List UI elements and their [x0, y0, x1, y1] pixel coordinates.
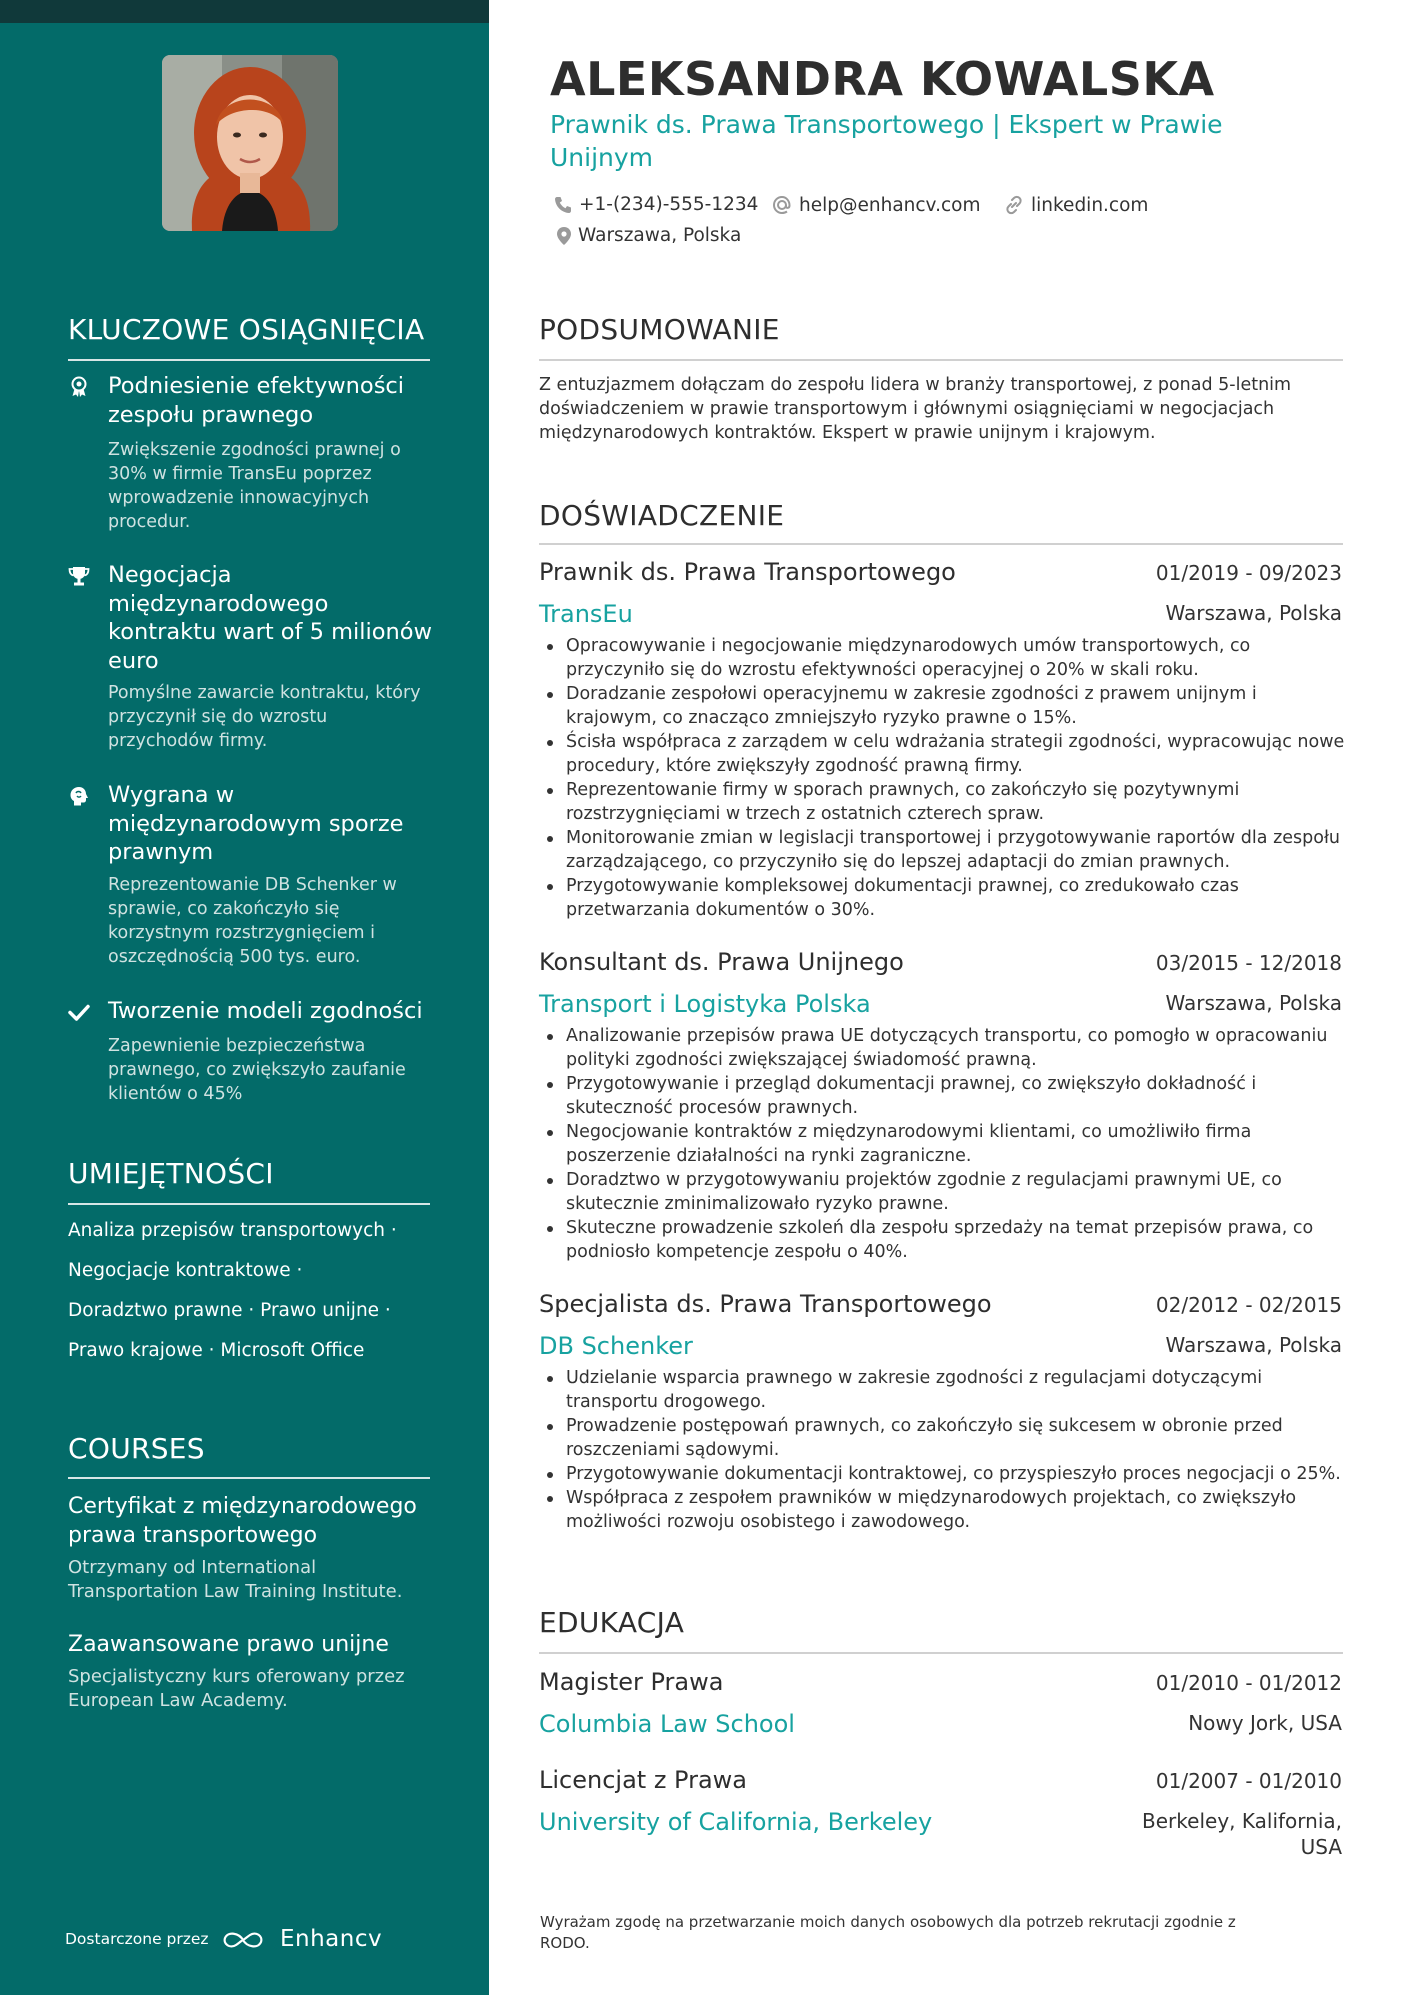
achievement-description: Pomyślne zawarcie kontraktu, który przyczynił się do wzrostu przychodów firmy. [108, 683, 421, 751]
achievement-title: Podniesienie efektywności zespołu prawnego [108, 373, 405, 428]
education-location: Nowy Jork, USA [1188, 1711, 1342, 1735]
summary-heading: PODSUMOWANIE [539, 313, 780, 346]
achievement-description: Zapewnienie bezpieczeństwa prawnego, co zwiększyło zaufanie klientów o 45% [108, 1036, 406, 1104]
summary-text: Z entuzjazmem dołączam do zespołu lidera w branży transportowej, z ponad 5-letnim doświadczeniem w prawie transportowym i głównymi osiągnięciami w negocjacjach międzynarodowych kontraktów. Ekspert w prawie unijnym i krajowym. [539, 375, 1292, 443]
job-title: Specjalista ds. Prawa Transportowego [539, 1290, 992, 1318]
job-location: Warszawa, Polska [1165, 991, 1342, 1015]
experience-heading: DOŚWIADCZENIE [539, 499, 785, 532]
linkedin-text: linkedin.com [1031, 194, 1149, 216]
list-item: Monitorowanie zmian w legislacji transportowej i przygotowywanie raportów dla zespołu zarządzającego, co przyczyniło się do lepszej adaptacji do zmian prawnych. [539, 826, 1349, 874]
check-icon [68, 1001, 90, 1023]
list-item: Doradzanie zespołowi operacyjnemu w zakresie zgodności z prawem unijnym i krajowym, co znacząco zmniejszyło ryzyko prawne o 15%. [539, 682, 1349, 730]
course-title: Certyfikat z międzynarodowego prawa transportowego [68, 1494, 417, 1548]
enhancv-logo-icon [222, 1928, 264, 1952]
achievements-divider [68, 359, 430, 361]
list-item: Skuteczne prowadzenie szkoleń dla zespołu sprzedaży na temat przepisów prawa, co podniosło kompetencje zespołu o 40%. [539, 1216, 1349, 1264]
candidate-headline: Prawnik ds. Prawa Transportowego | Ekspert w Prawie Unijnym [550, 110, 1223, 172]
enhancv-brand-name: Enhancv [280, 1926, 383, 1952]
brain-icon [68, 785, 90, 807]
job-dates: 03/2015 - 12/2018 [1155, 951, 1342, 975]
job-dates: 02/2012 - 02/2015 [1155, 1293, 1342, 1317]
award-icon [68, 376, 90, 398]
summary-divider [539, 359, 1343, 361]
education-heading: EDUKACJA [539, 1606, 685, 1639]
achievement-title: Wygrana w międzynarodowym sporze prawnym [108, 782, 404, 865]
education-school: University of California, Berkeley [539, 1808, 933, 1836]
list-item: Ścisła współpraca z zarządem w celu wdrażania strategii zgodności, wypracowując nowe procedury, które zwiększyły zgodność prawną firmy. [539, 730, 1349, 778]
education-degree: Licencjat z Prawa [539, 1766, 748, 1794]
list-item: Przygotowywanie dokumentacji kontraktowej, co przyspieszyło proces negocjacji o 25%. [539, 1462, 1349, 1486]
sidebar-top-bar [0, 0, 489, 23]
job-title: Prawnik ds. Prawa Transportowego [539, 558, 956, 586]
skill-line: Negocjacje kontraktowe · [68, 1260, 303, 1281]
location-pin-icon [556, 226, 572, 246]
gdpr-consent-note: Wyrażam zgodę na przetwarzanie moich danych osobowych dla potrzeb rekrutacji zgodnie z RODO. [540, 1913, 1236, 1952]
location-text: Warszawa, Polska [578, 225, 742, 246]
list-item: Negocjowanie kontraktów z międzynarodowymi klientami, co umożliwiło firma poszerzenie działalności na rynki zagraniczne. [539, 1120, 1349, 1168]
trophy-icon [68, 565, 90, 587]
list-item: Analizowanie przepisów prawa UE dotyczących transportu, co pomogło w opracowaniu polityki zgodności zwiększającej świadomość prawną. [539, 1024, 1349, 1072]
at-sign-icon [771, 194, 793, 216]
achievement-title: Negocjacja międzynarodowego kontraktu wart of 5 milionów euro [108, 562, 432, 674]
list-item: Doradztwo w przygotowywaniu projektów zgodnie z regulacjami prawnymi UE, co skutecznie zminimalizowało ryzyko prawne. [539, 1168, 1349, 1216]
job-location: Warszawa, Polska [1165, 601, 1342, 625]
contact-location [556, 225, 741, 246]
skill-line: Analiza przepisów transportowych · [68, 1220, 397, 1241]
phone-icon [553, 195, 573, 215]
powered-by-label: Dostarczone przez [65, 1930, 209, 1948]
achievement-title: Tworzenie modeli zgodności [108, 998, 423, 1024]
skills-divider [68, 1203, 430, 1205]
job-company: DB Schenker [539, 1332, 693, 1360]
education-degree: Magister Prawa [539, 1668, 724, 1696]
courses-heading: COURSES [68, 1432, 205, 1465]
achievements-heading: KLUCZOWE OSIĄGNIĘCIA [68, 313, 425, 346]
education-divider [539, 1652, 1343, 1654]
achievement-description: Reprezentowanie DB Schenker w sprawie, co zakończyło się korzystnym rozstrzygnięciem i oszczędnością 500 tys. euro. [108, 875, 397, 967]
list-item: Opracowywanie i negocjowanie międzynarodowych umów transportowych, co przyczyniło się do wzrostu efektywności operacyjnej o 20% w skali roku. [539, 634, 1349, 682]
experience-divider [539, 543, 1343, 545]
education-school: Columbia Law School [539, 1710, 795, 1738]
course-title: Zaawansowane prawo unijne [68, 1632, 389, 1657]
achievement-description: Zwiększenie zgodności prawnej o 30% w firmie TransEu poprzez wprowadzenie innowacyjnych procedur. [108, 440, 401, 532]
job-bullets [539, 1366, 1349, 1534]
job-company: TransEu [539, 600, 633, 628]
candidate-name: ALEKSANDRA KOWALSKA [550, 52, 1215, 106]
list-item: Udzielanie wsparcia prawnego w zakresie zgodności z regulacjami dotyczącymi transportu drogowego. [539, 1366, 1349, 1414]
list-item: Przygotowywanie kompleksowej dokumentacji prawnej, co zredukowało czas przetwarzania dokumentów o 30%. [539, 874, 1349, 922]
sidebar [0, 0, 489, 1995]
skill-line: Prawo krajowe · Microsoft Office [68, 1340, 365, 1361]
profile-photo [162, 55, 338, 231]
job-company: Transport i Logistyka Polska [539, 990, 871, 1018]
education-dates: 01/2007 - 01/2010 [1155, 1769, 1342, 1793]
skill-line: Doradztwo prawne · Prawo unijne · [68, 1300, 391, 1321]
job-location: Warszawa, Polska [1165, 1333, 1342, 1357]
email-text: help@enhancv.com [799, 194, 981, 216]
job-dates: 01/2019 - 09/2023 [1155, 561, 1342, 585]
job-title: Konsultant ds. Prawa Unijnego [539, 948, 904, 976]
list-item: Współpraca z zespołem prawników w międzynarodowych projektach, co zwiększyło możliwości rozwoju osobistego i zawodowego. [539, 1486, 1349, 1534]
courses-divider [68, 1477, 430, 1479]
list-item: Przygotowywanie i przegląd dokumentacji prawnej, co zwiększyło dokładność i skuteczność procesów prawnych. [539, 1072, 1349, 1120]
skills-heading: UMIEJĘTNOŚCI [68, 1157, 274, 1190]
job-bullets [539, 634, 1349, 922]
education-dates: 01/2010 - 01/2012 [1155, 1671, 1342, 1695]
course-description: Otrzymany od International Transportation Law Training Institute. [68, 1557, 403, 1602]
contact-linkedin[interactable] [1003, 194, 1148, 216]
link-icon [1003, 194, 1025, 216]
phone-text: +1-(234)-555-1234 [579, 194, 759, 215]
list-item: Prowadzenie postępowań prawnych, co zakończyło się sukcesem w obronie przed roszczeniami sądowymi. [539, 1414, 1349, 1462]
contact-email[interactable] [771, 194, 980, 216]
list-item: Reprezentowanie firmy w sporach prawnych, co zakończyło się pozytywnymi rozstrzygnięciami w trzech z ostatnich czterech spraw. [539, 778, 1349, 826]
course-description: Specjalistyczny kurs oferowany przez European Law Academy. [68, 1666, 405, 1711]
education-location: Berkeley, Kalifornia, USA [1142, 1809, 1342, 1859]
contact-phone[interactable] [553, 194, 758, 215]
job-bullets [539, 1024, 1349, 1264]
